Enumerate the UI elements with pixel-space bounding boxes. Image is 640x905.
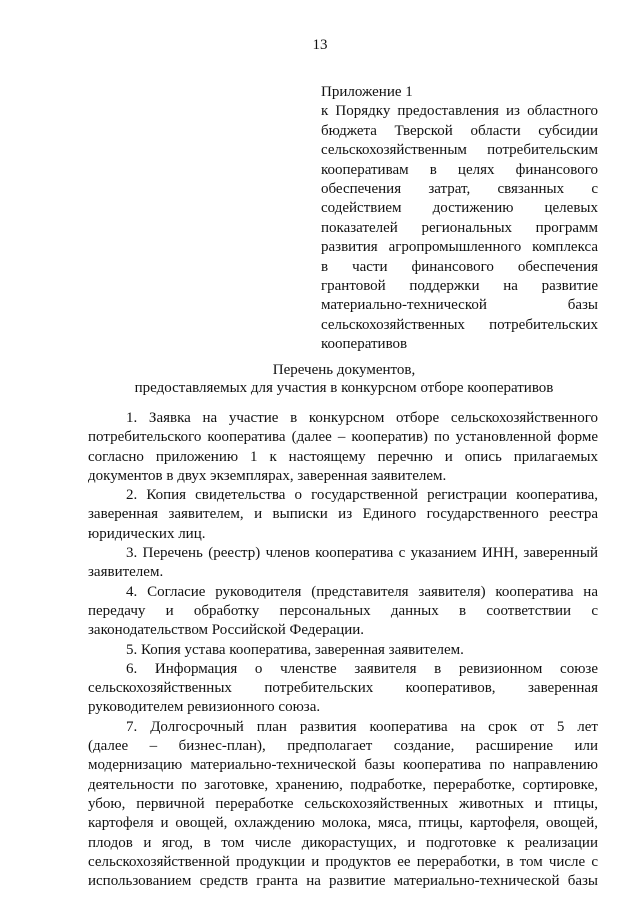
appendix-block xyxy=(321,83,598,355)
heading-line-1: Перечень документов, xyxy=(272,362,416,378)
paragraph-line: юридических лиц. xyxy=(88,525,206,542)
appendix-line: грантовой поддержки на развитие xyxy=(321,278,598,295)
paragraph-line: сельскохозяйственных потребительских кооперативов, заверенная xyxy=(88,680,598,697)
appendix-line: в части финансового обеспечения xyxy=(321,258,598,275)
heading-line-2: предоставляемых для участия в конкурсном отборе кооперативов xyxy=(134,380,554,396)
paragraph-line: законодательством Российской Федерации. xyxy=(88,622,365,639)
paragraph-line: картофеля и овощей, охлаждению молока, мяса, птицы, картофеля, овощей, xyxy=(88,815,598,832)
appendix-line: развития агропромышленного комплекса xyxy=(321,239,598,256)
paragraph-line: 6. Информация о членстве заявителя в ревизионном союзе xyxy=(126,660,598,677)
appendix-line: обеспечения затрат, связанных с xyxy=(321,181,598,198)
paragraph-line: заявителем. xyxy=(88,564,164,581)
paragraph-line: 4. Согласие руководителя (представителя заявителя) кооператива на xyxy=(126,583,598,600)
paragraph-line: потребительского кооператива (далее – кооператив) по установленной форме xyxy=(88,429,598,446)
appendix-line: кооперативов xyxy=(321,336,408,353)
paragraph-line: 5. Копия устава кооператива, заверенная заявителем. xyxy=(126,641,464,658)
paragraph-line: 3. Перечень (реестр) членов кооператива с указанием ИНН, заверенный xyxy=(126,545,598,562)
paragraph-line: использованием средств гранта на развитие материально-технической базы xyxy=(88,873,598,890)
page-number: 13 xyxy=(312,37,328,53)
list-item xyxy=(88,641,598,660)
appendix-line: сельскохозяйственным потребительским xyxy=(321,142,598,159)
appendix-line: материально-технической базы xyxy=(321,297,598,314)
appendix-line: кооперативам в целях финансового xyxy=(321,161,598,178)
paragraph-line: руководителем ревизионного союза. xyxy=(88,699,321,716)
paragraph-line: плодов и ягод, в том числе дикорастущих, и подготовке к реализации xyxy=(88,834,598,851)
paragraph-line: заверенная заявителем, и выписки из Единого государственного реестра xyxy=(88,506,598,523)
list-item xyxy=(88,583,598,641)
paragraph-line: деятельности по заготовке, хранению, подработке, переработке, сортировке, xyxy=(88,776,598,793)
document-heading xyxy=(88,361,600,397)
paragraph-line: документов в двух экземплярах, заверенная заявителем. xyxy=(88,467,447,484)
paragraph-line: убою, первичной переработке сельскохозяйственных животных и птицы, xyxy=(88,795,598,812)
list-item xyxy=(88,718,598,892)
appendix-line: содействием достижению целевых xyxy=(321,200,598,217)
paragraph-line: согласно приложению 1 к настоящему перечню и опись прилагаемых xyxy=(88,448,598,465)
appendix-line: сельскохозяйственных потребительских xyxy=(321,316,598,333)
appendix-line: к Порядку предоставления из областного xyxy=(321,103,598,120)
paragraph-line: передачу и обработку персональных данных в соответствии с xyxy=(88,602,598,619)
paragraph-line: 2. Копия свидетельства о государственной регистрации кооператива, xyxy=(126,487,598,504)
paragraph-line: модернизацию материально-технической базы кооператива по направлению xyxy=(88,757,598,774)
appendix-line: бюджета Тверской области субсидии xyxy=(321,122,598,139)
document-body xyxy=(88,409,598,891)
list-item xyxy=(88,486,598,544)
paragraph-line: 7. Долгосрочный план развития кооператива на срок от 5 лет xyxy=(126,718,598,735)
list-item xyxy=(88,544,598,583)
paragraph-line: сельскохозяйственной продукции и продуктов ее переработки, в том числе с xyxy=(88,853,598,870)
paragraph-line: (далее – бизнес-план), предполагает создание, расширение или xyxy=(88,738,598,755)
appendix-line: показателей региональных программ xyxy=(321,219,598,236)
appendix-title: Приложение 1 xyxy=(321,84,413,100)
paragraph-line: 1. Заявка на участие в конкурсном отборе сельскохозяйственного xyxy=(126,410,598,426)
list-item xyxy=(88,409,598,486)
list-item xyxy=(88,660,598,718)
